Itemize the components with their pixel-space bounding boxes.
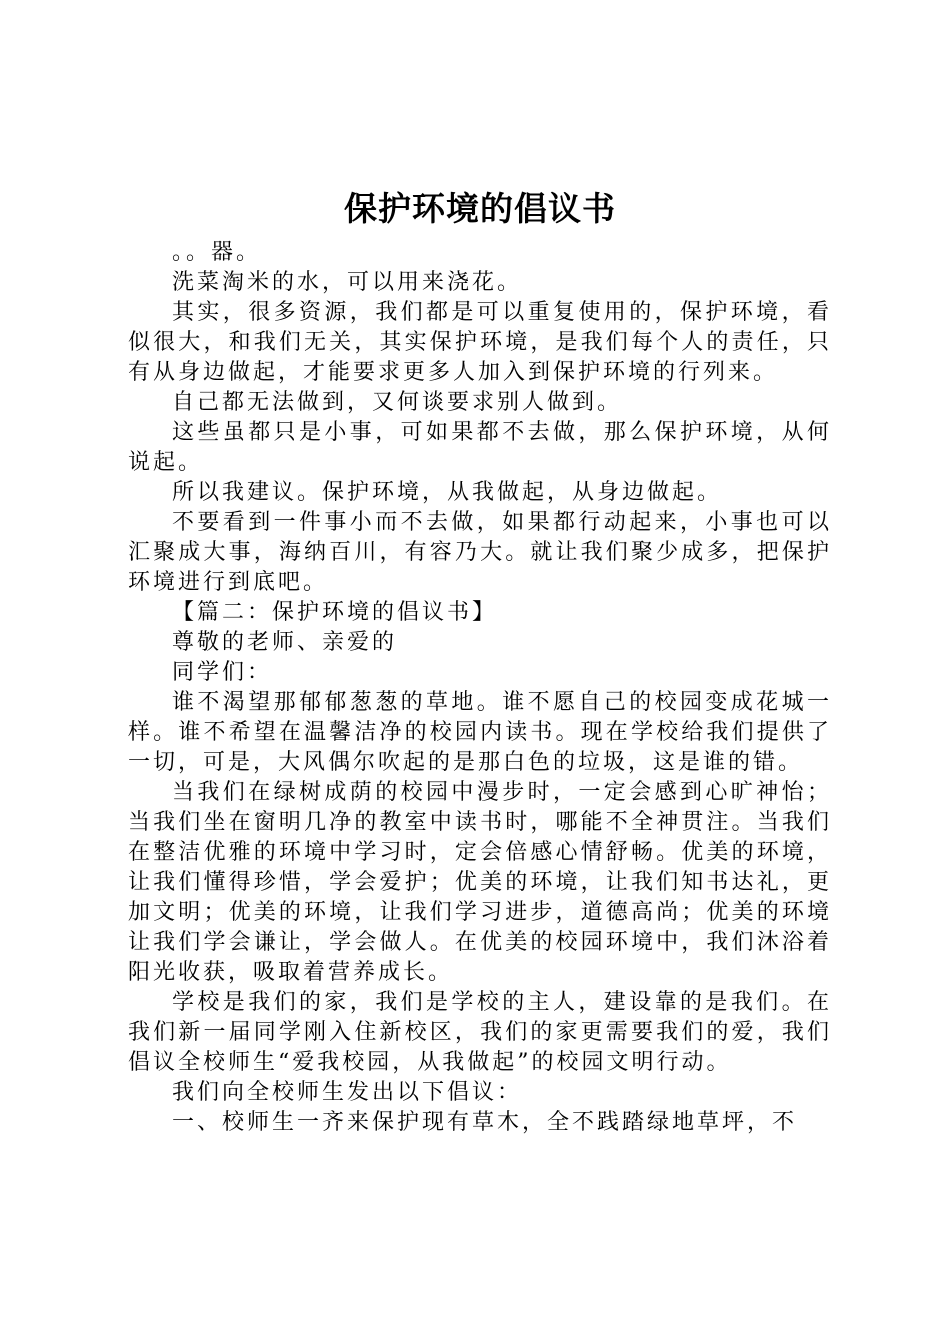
paragraph: 我们向全校师生发出以下倡议： [172, 1080, 523, 1105]
paragraph: 当我们在绿树成荫的校园中漫步时，一定会感到心旷神怡；当我们坐在窗明几净的教室中读书时，哪能不全神贯注。当我们在整洁优雅的环境中学习时，定会倍感心情舒畅。优美的环境，让我们懂得珍惜，学会爱护；优美的环境，让我们知书达礼，更加文明；优美的环境，让我们学习进步，道德高尚；优美的环境让我们学会谦让，学会做人。在优美的校园环境中，我们沐浴着阳光收获，吸取着营养成长。 [128, 780, 832, 985]
document-page [128, 180, 832, 1138]
paragraph: 一、校师生一齐来保护现有草木，全不践踏绿地草坪，不 [172, 1110, 798, 1135]
paragraph: 洗菜淘米的水，可以用来浇花。 [172, 270, 523, 295]
paragraph: 不要看到一件事小而不去做，如果都行动起来，小事也可以汇聚成大事，海纳百川，有容乃大。就让我们聚少成多，把保护环境进行到底吧。 [128, 510, 832, 595]
section-heading: 【篇二：保护环境的倡议书】 [172, 600, 498, 625]
paragraph: 其实，很多资源，我们都是可以重复使用的，保护环境，看似很大，和我们无关，其实保护环境，是我们每个人的责任，只有从身边做起，才能要求更多人加入到保护环境的行列来。 [128, 300, 832, 385]
paragraph: 这些虽都只是小事，可如果都不去做，那么保护环境，从何说起。 [128, 420, 832, 475]
salutation-line: 尊敬的老师、亲爱的 [172, 630, 398, 655]
paragraph: 。。器。 [172, 240, 262, 265]
paragraph: 所以我建议。保护环境，从我做起，从身边做起。 [172, 480, 723, 505]
paragraph: 学校是我们的家，我们是学校的主人，建设靠的是我们。在我们新一届同学刚入住新校区，我们的家更需要我们的爱，我们倡议全校师生“爱我校园，从我做起”的校园文明行动。 [128, 990, 832, 1075]
paragraph: 自己都无法做到，又何谈要求别人做到。 [172, 390, 623, 415]
salutation-line: 同学们： [172, 660, 273, 685]
document-body [128, 238, 832, 1138]
document-title: 保护环境的倡议书 [344, 189, 616, 228]
paragraph: 谁不渴望那郁郁葱葱的草地。谁不愿自己的校园变成花城一样。谁不希望在温馨洁净的校园内读书。现在学校给我们提供了一切，可是，大风偶尔吹起的是那白色的垃圾，这是谁的错。 [128, 690, 832, 775]
